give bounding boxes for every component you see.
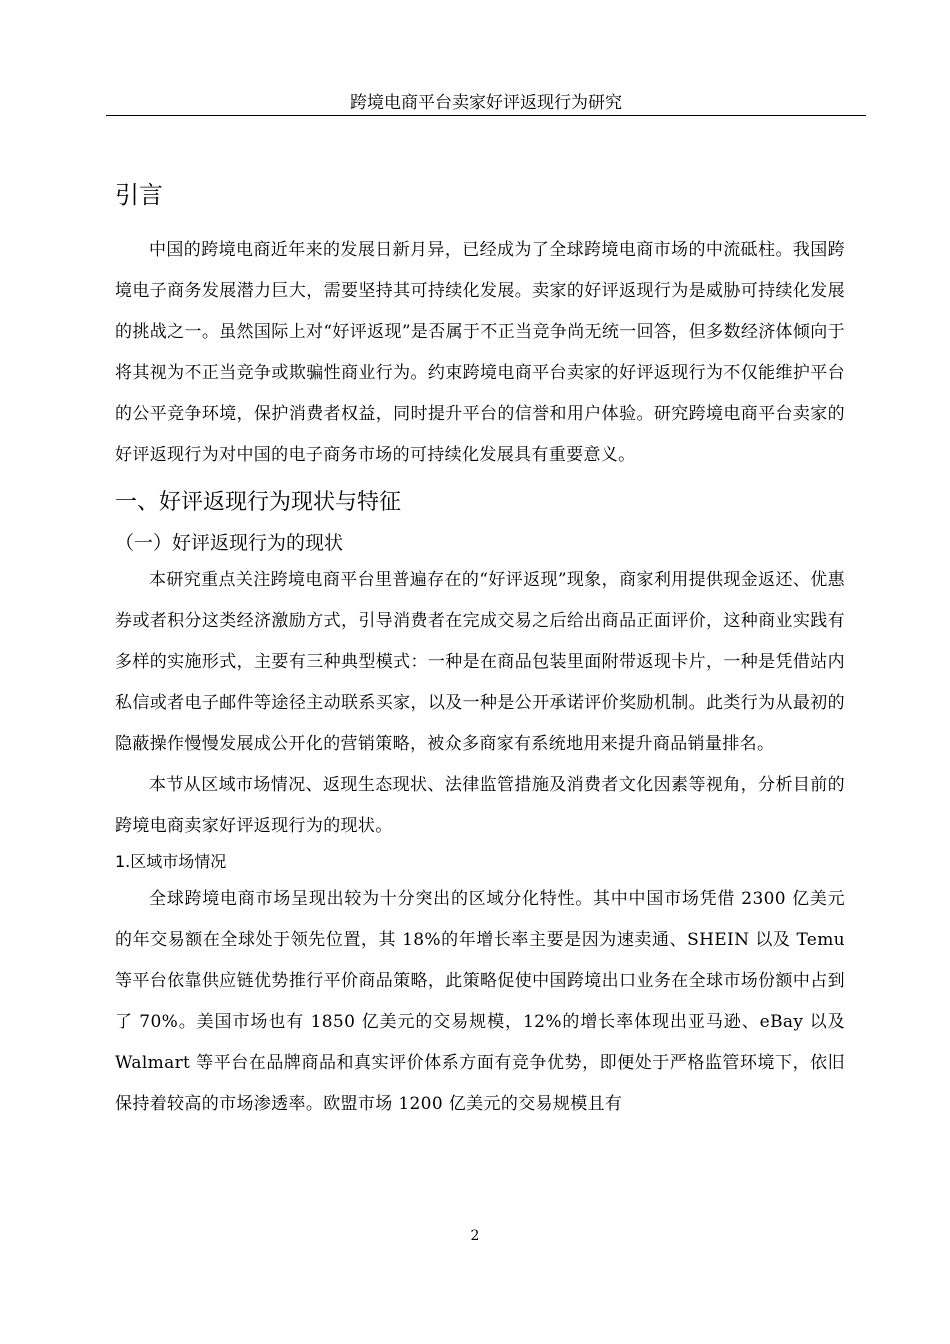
body-paragraph: 全球跨境电商市场呈现出较为十分突出的区域分化特性。其中中国市场凭借 2300 亿美元的年交易额在全球处于领先位置，其 18%的年增长率主要是因为速卖通、SHEIN 以及 Temu 等平台依靠供应链优势推行平价商品策略，此策略促使中国跨境出口业务在全球市场份额中占到了 70%。美国市场也有 1850 亿美元的交易规模，12%的增长率体现出亚马逊、eBay 以及 Walmart 等平台在品牌商品和真实评价体系方面有竞争优势，即便处于严格监管环境下，依旧保持着较高的市场渗透率。欧盟市场 1200 亿美元的交易规模且有 <box>115 889 845 1114</box>
item-1-heading: 1.区域市场情况 <box>115 852 227 871</box>
intro-heading: 引言 <box>115 181 163 209</box>
page-body <box>115 178 845 1125</box>
intro-paragraph: 中国的跨境电商近年来的发展日新月异，已经成为了全球跨境电商市场的中流砥柱。我国跨境电子商务发展潜力巨大，需要坚持其可持续化发展。卖家的好评返现行为是威胁可持续化发展的挑战之一。虽然国际上对“好评返现”是否属于不正当竞争尚无统一回答，但多数经济体倾向于将其视为不正当竞争或欺骗性商业行为。约束跨境电商平台卖家的好评返现行为不仅能维护平台的公平竞争环境，保护消费者权益，同时提升平台的信誉和用户体验。研究跨境电商平台卖家的好评返现行为对中国的电子商务市场的可持续化发展具有重要意义。 <box>115 240 845 465</box>
body-paragraph: 本研究重点关注跨境电商平台里普遍存在的“好评返现”现象，商家利用提供现金返还、优惠券或者积分这类经济激励方式，引导消费者在完成交易之后给出商品正面评价，这种商业实践有多样的实施形式，主要有三种典型模式：一种是在商品包装里面附带返现卡片，一种是凭借站内私信或者电子邮件等途径主动联系买家，以及一种是公开承诺评价奖励机制。此类行为从最初的隐蔽操作慢慢发展成公开化的营销策略，被众多商家有系统地用来提升商品销量排名。 <box>115 570 845 754</box>
body-paragraph: 本节从区域市场情况、返现生态现状、法律监管措施及消费者文化因素等视角，分析目前的跨境电商卖家好评返现行为的现状。 <box>115 775 845 836</box>
running-header: 跨境电商平台卖家好评返现行为研究 <box>350 93 622 113</box>
section-1-heading: 一、好评返现行为现状与特征 <box>115 490 402 515</box>
page-number: 2 <box>470 1228 480 1244</box>
subsection-1-heading: （一）好评返现行为的现状 <box>115 532 344 554</box>
header-divider <box>106 115 866 116</box>
